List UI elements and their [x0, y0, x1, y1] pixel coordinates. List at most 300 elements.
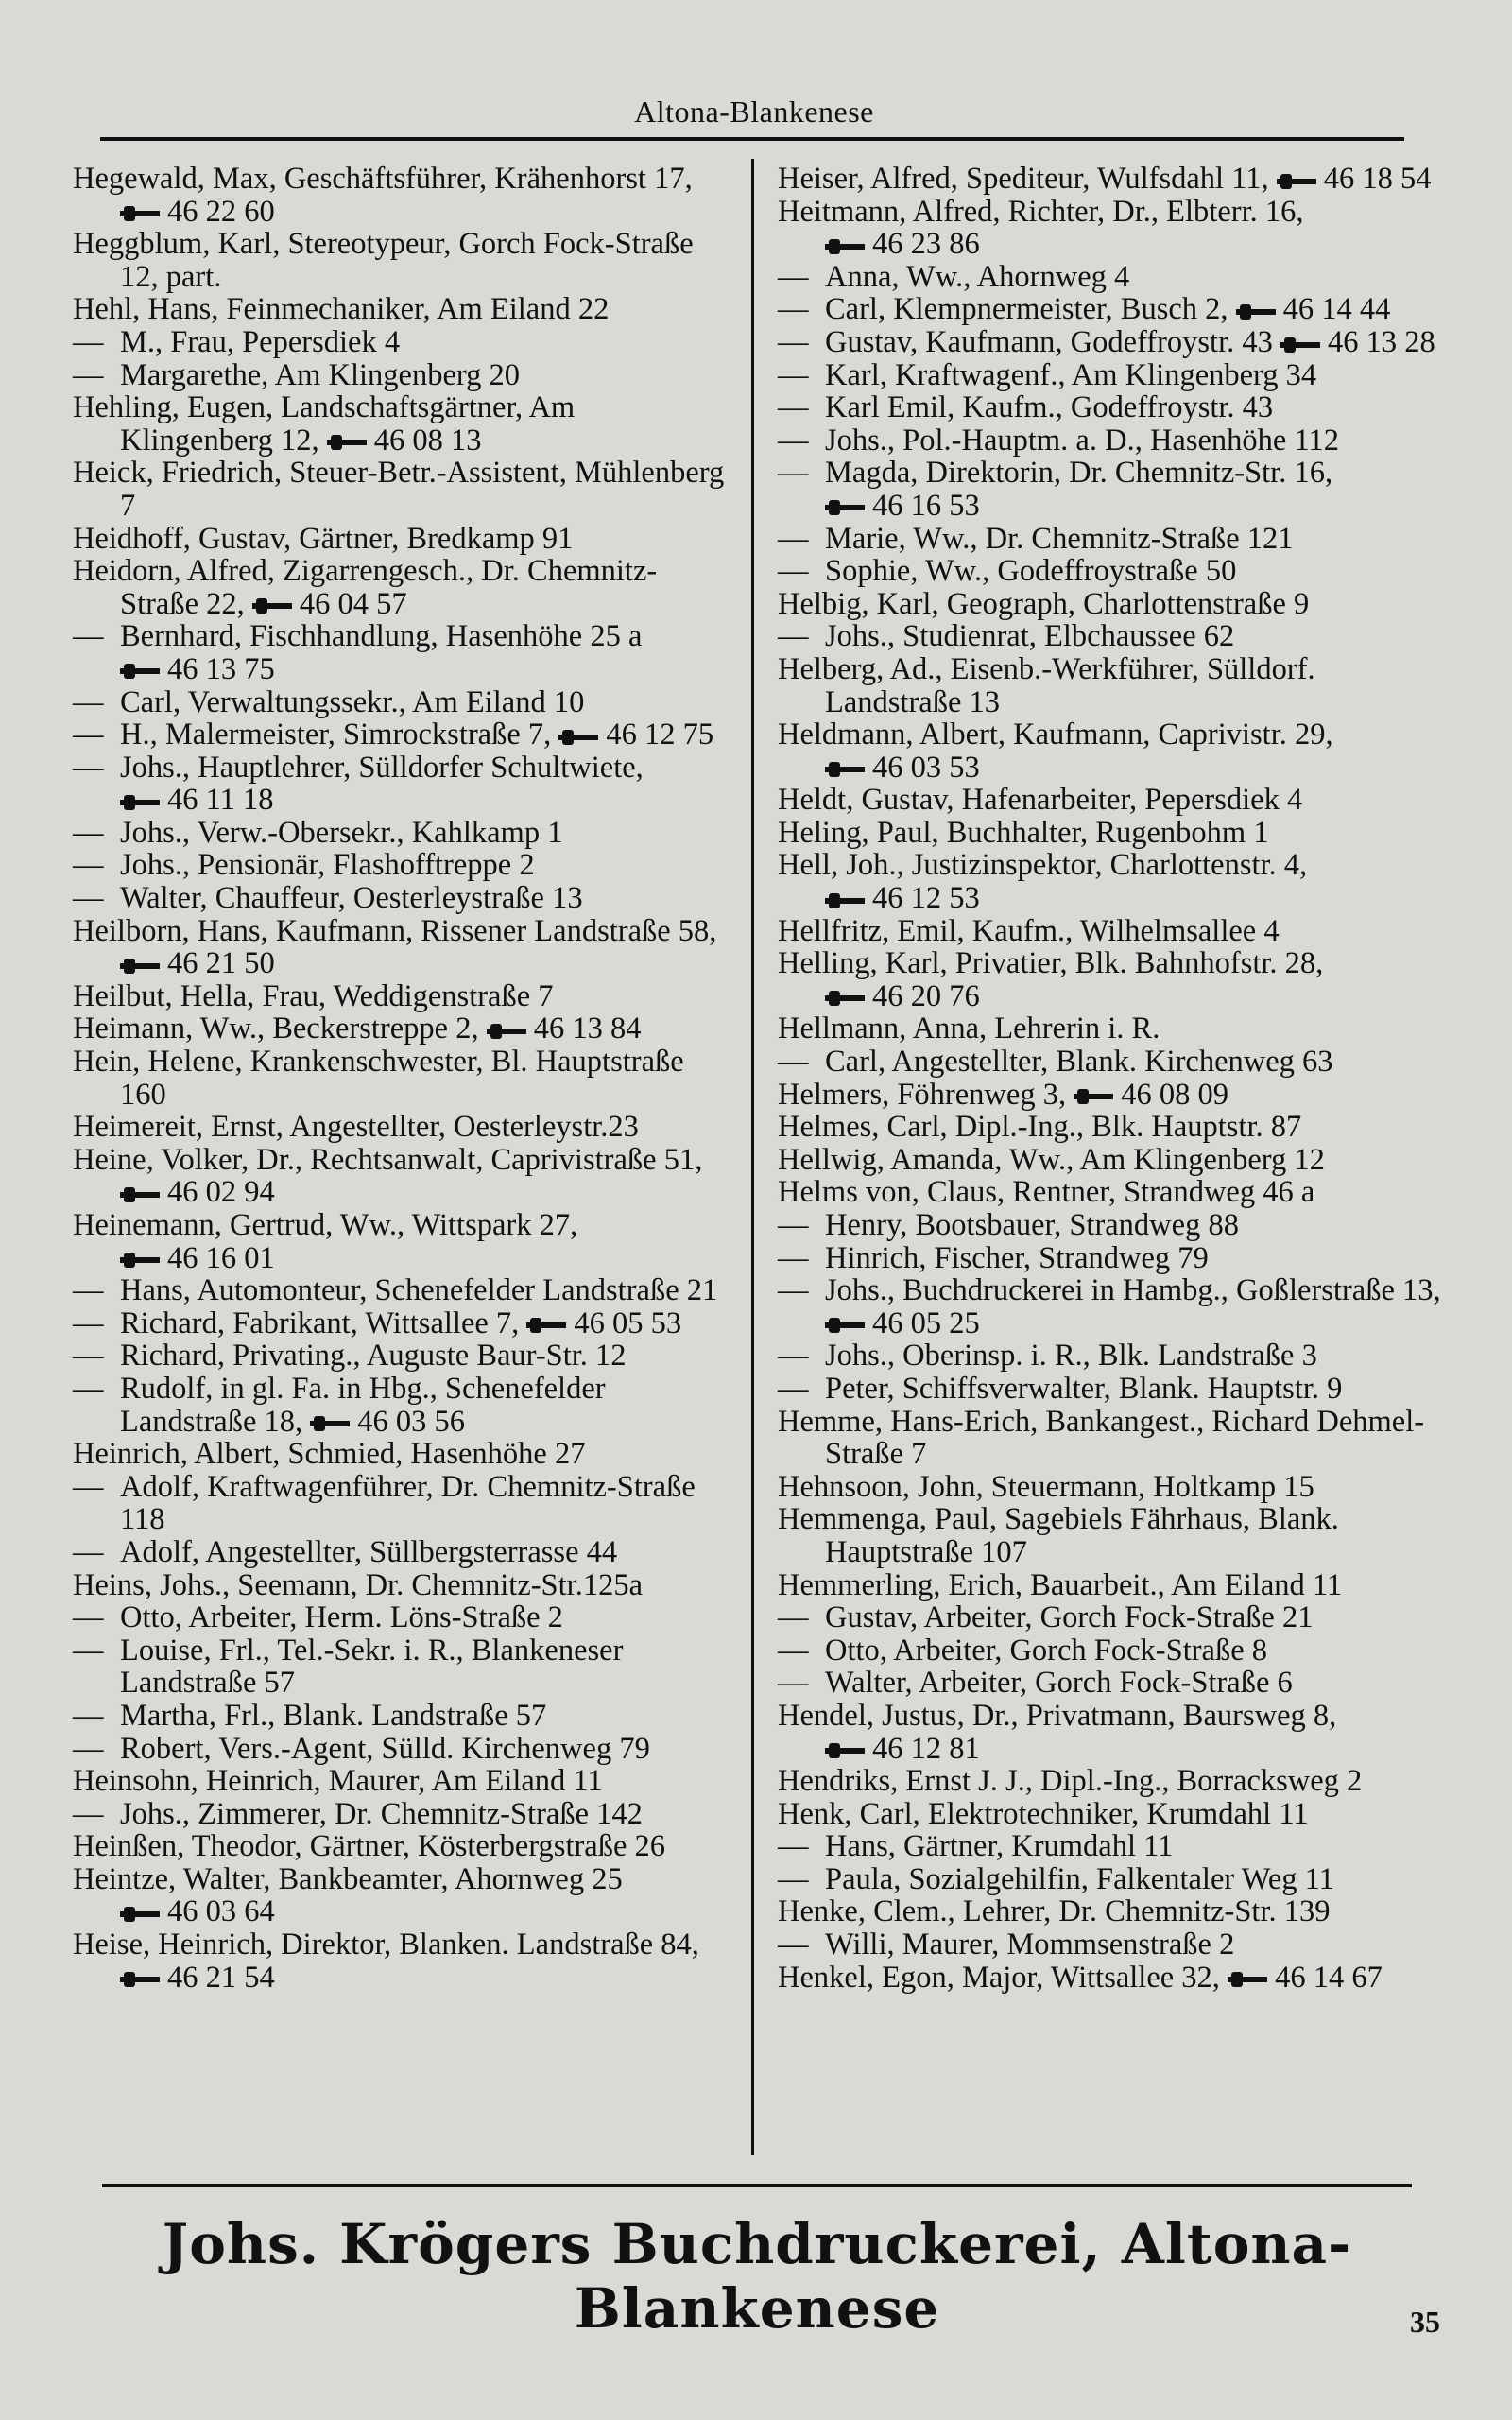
directory-entry	[73, 359, 730, 392]
directory-entry	[778, 523, 1444, 556]
phone-number-text: 46 23 86	[872, 227, 980, 262]
phone-number	[825, 1732, 980, 1766]
directory-entry	[778, 424, 1444, 458]
directory-entry	[778, 1962, 1444, 1995]
phone-number	[120, 1241, 275, 1275]
ditto-dash: —	[73, 1698, 104, 1733]
directory-entry	[778, 1503, 1444, 1568]
ditto-dash: —	[778, 292, 809, 327]
entry-text: Martha, Frl., Blank. Landstraße 57	[120, 1698, 547, 1733]
entry-text: Heins, Johs., Seemann, Dr. Chemnitz-Str.125a	[73, 1567, 643, 1602]
entry-text: Magda, Direktorin, Dr. Chemnitz-Str. 16,	[825, 456, 1333, 491]
ditto-dash: —	[73, 717, 104, 752]
entry-text: Johs., Verw.-Obersekr., Kahlkamp 1	[120, 815, 563, 850]
phone-number	[1236, 292, 1391, 326]
entry-text: Helmes, Carl, Dipl.-Ing., Blk. Hauptstr. 87	[778, 1110, 1302, 1145]
directory-entry	[73, 1765, 730, 1798]
entry-text: Heise, Heinrich, Direktor, Blanken. Landstraße 84,	[73, 1927, 699, 1962]
directory-entry	[73, 1209, 730, 1274]
directory-entry	[73, 1144, 730, 1209]
entry-text: Heitmann, Alfred, Richter, Dr., Elbterr. 16,	[778, 194, 1304, 229]
directory-entry	[778, 1765, 1444, 1798]
directory-entry	[778, 1830, 1444, 1863]
phone-number	[487, 1011, 642, 1046]
phone-number	[120, 783, 274, 817]
entry-text: H., Malermeister, Simrockstraße 7,	[120, 717, 552, 752]
phone-number-text: 46 03 56	[357, 1404, 466, 1439]
entry-text: Hellmann, Anna, Lehrerin i. R.	[778, 1011, 1160, 1046]
directory-entry	[778, 588, 1444, 621]
entry-text: Carl, Klempnermeister, Busch 2,	[825, 292, 1228, 327]
phone-number-text: 46 22 60	[167, 194, 275, 229]
entry-text: Heimereit, Ernst, Angestellter, Oesterleystr.23	[73, 1110, 639, 1145]
entry-text: Carl, Angestellter, Blank. Kirchenweg 63	[825, 1045, 1333, 1080]
entry-text: Hehl, Hans, Feinmechaniker, Am Eiland 22	[73, 292, 610, 327]
entry-text: Heintze, Walter, Bankbeamter, Ahornweg 25	[73, 1861, 623, 1896]
entry-text: Heinrich, Albert, Schmied, Hasenhöhe 27	[73, 1437, 586, 1472]
phone-number-text: 46 08 13	[373, 423, 482, 458]
directory-entry	[778, 1601, 1444, 1634]
directory-entry	[778, 1634, 1444, 1668]
telephone-icon	[825, 762, 865, 777]
directory-entry	[778, 163, 1444, 196]
ditto-dash: —	[73, 1534, 104, 1569]
directory-entry	[778, 1079, 1444, 1112]
entry-text: Heine, Volker, Dr., Rechtsanwalt, Caprivistraße 51,	[73, 1142, 703, 1177]
footer-rule	[102, 2184, 1412, 2187]
telephone-icon	[825, 239, 865, 254]
entry-text: Hellfritz, Emil, Kaufm., Wilhelmsallee 4	[778, 913, 1280, 948]
phone-number	[120, 1894, 275, 1928]
directory-entry	[73, 1569, 730, 1602]
directory-entry	[778, 849, 1444, 914]
ditto-dash: —	[778, 1208, 809, 1242]
directory-entry	[73, 1046, 730, 1111]
phone-number-text: 46 21 54	[167, 1960, 275, 1995]
ditto-dash: —	[73, 1633, 104, 1668]
ditto-dash: —	[778, 324, 809, 359]
entry-text: Heinßen, Theodor, Gärtner, Kösterbergstraße 26	[73, 1829, 666, 1864]
entry-text: Helling, Karl, Privatier, Blk. Bahnhofstr. 28,	[778, 946, 1324, 981]
phone-number-text: 46 12 75	[606, 717, 714, 752]
directory-entry	[778, 915, 1444, 948]
entry-text: Heldt, Gustav, Hafenarbeiter, Pepersdiek 4	[778, 783, 1303, 818]
phone-number-text: 46 18 54	[1323, 162, 1432, 196]
directory-entry	[73, 882, 730, 915]
directory-entry	[73, 391, 730, 457]
phone-number	[825, 751, 980, 785]
telephone-icon	[825, 500, 865, 515]
entry-text: Heling, Paul, Buchhalter, Rugenbohm 1	[778, 815, 1269, 850]
ditto-dash: —	[778, 456, 809, 491]
entry-text: Bernhard, Fischhandlung, Hasenhöhe 25 a	[120, 619, 643, 654]
ditto-dash: —	[778, 1045, 809, 1080]
right-column	[778, 163, 1444, 1994]
ditto-dash: —	[73, 1600, 104, 1635]
entry-text: Karl Emil, Kaufm., Godeffroystr. 43	[825, 390, 1274, 425]
directory-entry	[73, 752, 730, 817]
ditto-dash: —	[778, 423, 809, 458]
directory-entry	[778, 947, 1444, 1012]
entry-text: Johs., Hauptlehrer, Sülldorfer Schultwiete,	[120, 750, 644, 785]
entry-text: Heldmann, Albert, Kaufmann, Caprivistr. 29,	[778, 717, 1333, 752]
entry-text: Hendel, Justus, Dr., Privatmann, Baursweg 8,	[778, 1698, 1337, 1733]
phone-number-text: 46 12 53	[872, 881, 980, 916]
entry-text: Hellwig, Amanda, Ww., Am Klingenberg 12	[778, 1142, 1325, 1177]
entry-text: Henry, Bootsbauer, Strandweg 88	[825, 1208, 1239, 1242]
ditto-dash: —	[73, 1731, 104, 1766]
directory-entry	[778, 1700, 1444, 1765]
ditto-dash: —	[73, 357, 104, 392]
directory-entry	[778, 1176, 1444, 1209]
phone-number	[252, 587, 407, 621]
directory-entry	[73, 1111, 730, 1144]
telephone-icon	[1280, 337, 1320, 353]
entry-text: Louise, Frl., Tel.-Sekr. i. R., Blankeneser Landstraße 57	[120, 1633, 624, 1701]
phone-number-text: 46 02 94	[167, 1175, 275, 1210]
telephone-icon	[252, 598, 292, 614]
telephone-icon	[120, 795, 160, 810]
entry-text: Hans, Automonteur, Schenefelder Landstraße 21	[120, 1273, 718, 1308]
ditto-dash: —	[73, 1339, 104, 1374]
directory-entry	[73, 915, 730, 980]
ditto-dash: —	[778, 1861, 809, 1896]
entry-text: Heiser, Alfred, Spediteur, Wulfsdahl 11,	[778, 162, 1269, 196]
ditto-dash: —	[73, 1273, 104, 1308]
ditto-dash: —	[778, 521, 809, 556]
directory-entry	[778, 1406, 1444, 1471]
entry-text: Peter, Schiffsverwalter, Blank. Hauptstr. 9	[825, 1371, 1343, 1406]
phone-number-text: 46 04 57	[299, 586, 407, 621]
entry-text: Hemme, Hans-Erich, Bankangest., Richard Dehmel-Straße 7	[778, 1404, 1425, 1472]
phone-number	[825, 227, 980, 261]
directory-entry	[778, 1863, 1444, 1896]
phone-number-text: 46 16 01	[167, 1240, 275, 1275]
directory-entry	[73, 228, 730, 293]
telephone-icon	[120, 1972, 160, 1987]
entry-text: Hehnsoon, John, Steuermann, Holtkamp 15	[778, 1469, 1314, 1504]
entry-text: Heilbut, Hella, Frau, Weddigenstraße 7	[73, 978, 554, 1013]
telephone-icon	[120, 1187, 160, 1202]
directory-entry	[778, 293, 1444, 326]
directory-entry	[778, 1667, 1444, 1700]
directory-entry	[778, 1111, 1444, 1144]
phone-number-text: 46 05 25	[872, 1305, 980, 1340]
phone-number	[1074, 1078, 1228, 1112]
phone-number	[327, 424, 482, 458]
phone-number-text: 46 21 50	[167, 946, 275, 981]
directory-entry	[778, 1012, 1444, 1046]
directory-entry	[778, 261, 1444, 294]
entry-text: Heilborn, Hans, Kaufmann, Rissener Landstraße 58,	[73, 913, 717, 948]
entry-text: Heimann, Ww., Beckerstreppe 2,	[73, 1011, 479, 1046]
directory-entry	[778, 1895, 1444, 1928]
ditto-dash: —	[73, 848, 104, 883]
phone-number	[120, 1961, 275, 1995]
telephone-icon	[120, 1907, 160, 1922]
phone-number	[825, 489, 980, 523]
directory-entry	[73, 1438, 730, 1471]
entry-text: Heinemann, Gertrud, Ww., Wittspark 27,	[73, 1208, 578, 1242]
column-divider	[751, 159, 754, 2155]
telephone-icon	[1074, 1089, 1113, 1104]
ditto-dash: —	[778, 1339, 809, 1374]
ditto-dash: —	[73, 619, 104, 654]
ditto-dash: —	[778, 1240, 809, 1275]
directory-entry	[778, 457, 1444, 522]
telephone-icon	[120, 1253, 160, 1268]
directory-entry	[73, 1863, 730, 1928]
directory-entry	[778, 326, 1444, 359]
entry-text: Johs., Pol.-Hauptm. a. D., Hasenhöhe 112	[825, 423, 1340, 458]
entry-text: Hans, Gärtner, Krumdahl 11	[825, 1829, 1174, 1864]
entry-text: Heick, Friedrich, Steuer-Betr.-Assistent, Mühlenberg 7	[73, 456, 725, 523]
ditto-dash: —	[778, 1371, 809, 1406]
phone-number-text: 46 12 81	[872, 1731, 980, 1766]
entry-text: M., Frau, Pepersdiek 4	[120, 324, 401, 359]
entry-text: Hehling, Eugen, Landschaftsgärtner, Am Klingenberg 12,	[73, 390, 576, 458]
printer-footer: Johs. Krögers Buchdruckerei, Altona-Blankenese	[162, 2212, 1352, 2341]
entry-text: Heggblum, Karl, Stereotypeur, Gorch Fock-Straße 12, part.	[73, 227, 694, 294]
entry-text: Richard, Privating., Auguste Baur-Str. 12	[120, 1339, 627, 1374]
entry-text: Hemmerling, Erich, Bauarbeit., Am Eiland 11	[778, 1567, 1343, 1602]
phone-number-text: 46 08 09	[1121, 1077, 1228, 1112]
ditto-dash: —	[778, 1829, 809, 1864]
entry-text: Henk, Carl, Elektrotechniker, Krumdahl 11	[778, 1796, 1309, 1831]
directory-entry	[73, 1307, 730, 1340]
telephone-icon	[558, 730, 598, 745]
ditto-dash: —	[778, 1273, 809, 1308]
phone-number-text: 46 14 44	[1282, 292, 1391, 327]
phone-number	[1280, 325, 1435, 359]
entry-text: Adolf, Kraftwagenführer, Dr. Chemnitz-Straße 118	[120, 1469, 696, 1537]
directory-entry	[778, 391, 1444, 424]
telephone-icon	[825, 1743, 865, 1758]
phone-number	[526, 1306, 681, 1340]
directory-entry	[778, 359, 1444, 392]
entry-text: Hendriks, Ernst J. J., Dipl.-Ing., Borracksweg 2	[778, 1764, 1363, 1799]
telephone-icon	[120, 206, 160, 221]
entry-text: Helmers, Föhrenweg 3,	[778, 1077, 1067, 1112]
directory-entry	[73, 1700, 730, 1733]
directory-entry	[73, 980, 730, 1013]
ditto-dash: —	[778, 1600, 809, 1635]
entry-text: Otto, Arbeiter, Herm. Löns-Straße 2	[120, 1600, 563, 1635]
phone-number-text: 46 20 76	[872, 978, 980, 1013]
ditto-dash: —	[73, 1796, 104, 1831]
entry-text: Heidorn, Alfred, Zigarrengesch., Dr. Chemnitz-Straße 22,	[73, 554, 658, 621]
left-column	[73, 163, 730, 1994]
directory-entry	[778, 1242, 1444, 1275]
directory-entry	[778, 196, 1444, 261]
telephone-icon	[1277, 174, 1316, 189]
entry-text: Hegewald, Max, Geschäftsführer, Krähenhorst 17,	[73, 162, 693, 196]
telephone-icon	[310, 1416, 350, 1431]
phone-number-text: 46 13 84	[533, 1011, 642, 1046]
entry-text: Johs., Buchdruckerei in Hambg., Goßlerstraße 13,	[825, 1273, 1441, 1308]
entry-text: Helbig, Karl, Geograph, Charlottenstraße 9	[778, 586, 1310, 621]
phone-number	[1228, 1961, 1383, 1995]
ditto-dash: —	[778, 1666, 809, 1701]
entry-text: Helberg, Ad., Eisenb.-Werkführer, Sülldorf. Landstraße 13	[778, 651, 1315, 719]
ditto-dash: —	[73, 750, 104, 785]
phone-number-text: 46 05 53	[574, 1305, 682, 1340]
telephone-icon	[825, 991, 865, 1006]
directory-entry	[778, 718, 1444, 784]
entry-text: Gustav, Kaufmann, Godeffroystr. 43	[825, 324, 1273, 359]
entry-text: Sophie, Ww., Godeffroystraße 50	[825, 554, 1237, 589]
ditto-dash: —	[778, 1633, 809, 1668]
entry-text: Heinsohn, Heinrich, Maurer, Am Eiland 11	[73, 1764, 603, 1799]
ditto-dash: —	[73, 815, 104, 850]
entry-text: Walter, Arbeiter, Gorch Fock-Straße 6	[825, 1666, 1293, 1701]
directory-entry	[778, 1798, 1444, 1831]
directory-entry	[73, 163, 730, 228]
directory-entry	[73, 1274, 730, 1307]
directory-entry	[778, 1928, 1444, 1962]
header-rule	[100, 137, 1404, 141]
ditto-dash: —	[778, 1927, 809, 1962]
ditto-dash: —	[778, 357, 809, 392]
entry-text: Heidhoff, Gustav, Gärtner, Bredkamp 91	[73, 521, 574, 556]
directory-entry	[73, 1373, 730, 1438]
phone-number	[120, 195, 275, 229]
ditto-dash: —	[73, 1469, 104, 1504]
directory-entry	[778, 1209, 1444, 1242]
directory-entry	[778, 784, 1444, 817]
phone-number	[120, 652, 275, 686]
phone-number	[558, 717, 713, 752]
directory-entry	[778, 1340, 1444, 1373]
directory-entry	[73, 1340, 730, 1373]
phone-number	[120, 946, 275, 980]
directory-entry	[73, 293, 730, 326]
directory-entry	[73, 1601, 730, 1634]
entry-text: Helms von, Claus, Rentner, Strandweg 46 a	[778, 1175, 1315, 1210]
phone-number-text: 46 14 67	[1275, 1960, 1383, 1995]
directory-entry	[778, 1471, 1444, 1504]
telephone-icon	[327, 435, 367, 450]
ditto-dash: —	[73, 684, 104, 719]
phone-number-text: 46 16 53	[872, 488, 980, 523]
ditto-dash: —	[778, 259, 809, 294]
directory-entry	[73, 326, 730, 359]
phone-number	[825, 979, 980, 1013]
directory-entry	[778, 1373, 1444, 1406]
ditto-dash: —	[778, 390, 809, 425]
directory-entry	[778, 1274, 1444, 1340]
entry-text: Henkel, Egon, Major, Wittsallee 32,	[778, 1960, 1220, 1995]
entry-text: Henke, Clem., Lehrer, Dr. Chemnitz-Str. 139	[778, 1894, 1331, 1929]
entry-text: Adolf, Angestellter, Süllbergsterrasse 44	[120, 1534, 618, 1569]
entry-text: Hell, Joh., Justizinspektor, Charlottenstr. 4,	[778, 848, 1308, 883]
entry-text: Anna, Ww., Ahornweg 4	[825, 259, 1130, 294]
entry-text: Hinrich, Fischer, Strandweg 79	[825, 1240, 1209, 1275]
ditto-dash: —	[778, 619, 809, 654]
entry-text: Richard, Fabrikant, Wittsallee 7,	[120, 1305, 520, 1340]
directory-entry	[73, 1536, 730, 1569]
directory-entry	[778, 653, 1444, 718]
entry-text: Rudolf, in gl. Fa. in Hbg., Schenefelder Landstraße 18,	[120, 1371, 606, 1439]
page-number: 35	[1410, 2305, 1440, 2339]
entry-text: Margarethe, Am Klingenberg 20	[120, 357, 521, 392]
directory-entry	[73, 620, 730, 685]
directory-entry	[73, 1634, 730, 1700]
ditto-dash: —	[73, 1305, 104, 1340]
directory-entry	[73, 457, 730, 522]
telephone-icon	[825, 1318, 865, 1333]
entry-text: Marie, Ww., Dr. Chemnitz-Straße 121	[825, 521, 1294, 556]
directory-entry	[778, 1046, 1444, 1079]
phone-number-text: 46 03 53	[872, 750, 980, 785]
directory-entry	[73, 849, 730, 882]
phone-number	[825, 1306, 980, 1340]
entry-text: Johs., Oberinsp. i. R., Blk. Landstraße 3	[825, 1339, 1317, 1374]
telephone-icon	[120, 664, 160, 679]
directory-entry	[73, 1471, 730, 1536]
directory-entry	[73, 555, 730, 620]
telephone-icon	[1236, 304, 1276, 320]
directory-entry	[778, 1144, 1444, 1177]
phone-number-text: 46 13 28	[1328, 324, 1435, 359]
phone-number	[825, 881, 980, 915]
directory-entry	[73, 1012, 730, 1046]
telephone-icon	[487, 1024, 526, 1039]
entry-text: Johs., Studienrat, Elbchaussee 62	[825, 619, 1235, 654]
directory-entry	[73, 1928, 730, 1994]
entry-text: Carl, Verwaltungssekr., Am Eiland 10	[120, 684, 585, 719]
directory-entry	[778, 555, 1444, 588]
entry-text: Gustav, Arbeiter, Gorch Fock-Straße 21	[825, 1600, 1314, 1635]
phone-number	[1277, 162, 1432, 196]
entry-text: Robert, Vers.-Agent, Sülld. Kirchenweg 79	[120, 1731, 650, 1766]
directory-entry	[73, 1798, 730, 1831]
telephone-icon	[120, 959, 160, 974]
entry-text: Otto, Arbeiter, Gorch Fock-Straße 8	[825, 1633, 1268, 1668]
entry-text: Johs., Zimmerer, Dr. Chemnitz-Straße 142	[120, 1796, 643, 1831]
directory-entry	[73, 718, 730, 752]
phone-number	[310, 1405, 465, 1439]
entry-text: Hein, Helene, Krankenschwester, Bl. Hauptstraße 160	[73, 1045, 684, 1112]
ditto-dash: —	[73, 324, 104, 359]
directory-entry	[778, 817, 1444, 850]
phone-number-text: 46 03 64	[167, 1894, 275, 1929]
directory-entry	[73, 1733, 730, 1766]
phone-number-text: 46 13 75	[167, 651, 275, 686]
directory-entry	[73, 1830, 730, 1863]
page-header: Altona-Blankenese	[634, 95, 874, 129]
entry-text: Karl, Kraftwagenf., Am Klingenberg 34	[825, 357, 1317, 392]
directory-entry	[73, 817, 730, 850]
entry-text: Johs., Pensionär, Flashofftreppe 2	[120, 848, 535, 883]
telephone-icon	[1228, 1972, 1267, 1987]
directory-entry	[73, 523, 730, 556]
entry-text: Willi, Maurer, Mommsenstraße 2	[825, 1927, 1235, 1962]
entry-text: Walter, Chauffeur, Oesterleystraße 13	[120, 881, 583, 916]
directory-entry	[778, 620, 1444, 653]
telephone-icon	[526, 1318, 566, 1333]
directory-entry	[778, 1569, 1444, 1602]
ditto-dash: —	[73, 1371, 104, 1406]
entry-text: Hemmenga, Paul, Sagebiels Fährhaus, Blank. Hauptstraße 107	[778, 1502, 1339, 1569]
ditto-dash: —	[778, 554, 809, 589]
entry-text: Paula, Sozialgehilfin, Falkentaler Weg 11	[825, 1861, 1334, 1896]
ditto-dash: —	[73, 881, 104, 916]
phone-number-text: 46 11 18	[167, 783, 274, 818]
phone-number	[120, 1175, 275, 1209]
directory-entry	[73, 686, 730, 719]
telephone-icon	[825, 893, 865, 908]
